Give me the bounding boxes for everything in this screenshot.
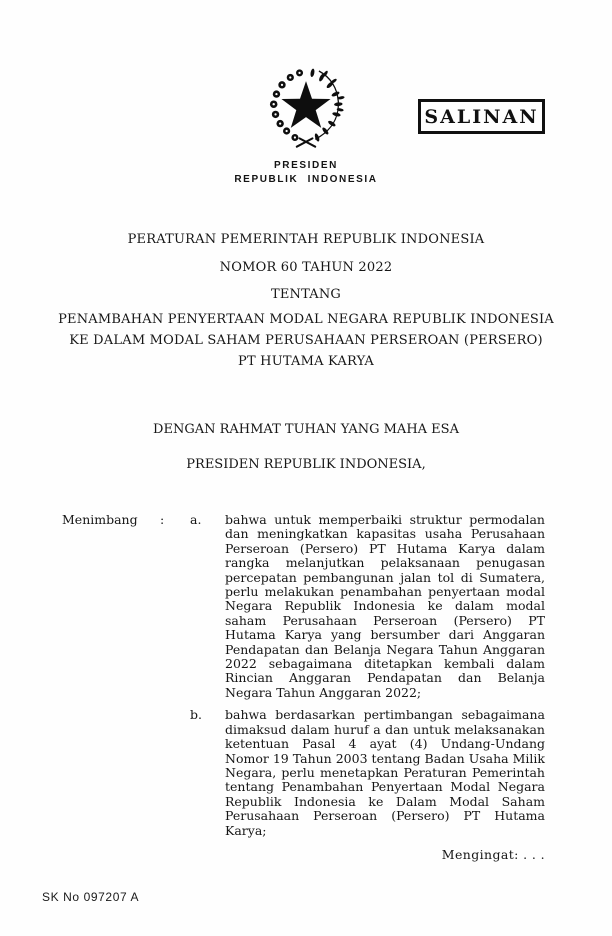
title-line-regulation: PERATURAN PEMERINTAH REPUBLIK INDONESIA <box>127 232 485 247</box>
item-a-marker: a. <box>190 512 202 527</box>
stem-cross-icon <box>297 138 315 146</box>
star-icon <box>281 81 330 128</box>
regulation-title <box>0 229 612 372</box>
considering-item-b <box>190 708 545 838</box>
invocation-line: DENGAN RAHMAT TUHAN YANG MAHA ESA <box>153 422 459 437</box>
authority-line: PRESIDEN REPUBLIK INDONESIA, <box>186 457 426 472</box>
menimbang-label: Menimbang <box>62 512 138 527</box>
mengingat-continuation: Mengingat: . . . <box>441 846 545 862</box>
title-line-subject-2: KE DALAM MODAL SAHAM PERUSAHAAN PERSEROAN (PERSERO) <box>69 333 543 348</box>
item-b-marker: b. <box>190 707 202 723</box>
title-line-number: NOMOR 60 TAHUN 2022 <box>219 260 393 275</box>
salinan-stamp <box>418 99 545 134</box>
menimbang-items <box>190 513 545 838</box>
menimbang-colon: : <box>160 512 165 527</box>
star-wreath-emblem-icon <box>258 63 354 151</box>
menimbang-section <box>0 513 612 838</box>
salinan-stamp-label: SALINAN <box>424 105 539 128</box>
title-line-subject-1: PENAMBAHAN PENYERTAAN MODAL NEGARA REPUBLIK INDONESIA <box>58 312 554 327</box>
item-b-text: bahwa berdasarkan pertimbangan sebagaimana dimaksud dalam huruf a dan untuk melaksanakan ketentuan Pasal 4 ayat (4) Undang-Undang Nomor 19 Tahun 2003 tentang Badan Usaha Milik Negara, perlu menetapkan Peraturan Pemerintah tentang Penambahan Penyertaan Modal Negara Republik Indonesia ke Dalam Modal Saham Perusahaan Perseroan (Persero) PT Hutama Karya; <box>225 707 545 838</box>
considering-item-a <box>190 513 545 700</box>
letterhead <box>0 160 612 185</box>
letterhead-presiden: PRESIDEN <box>274 160 338 171</box>
sk-number: SK No 097207 A <box>42 890 140 904</box>
letterhead-republik-indonesia: REPUBLIK INDONESIA <box>234 174 378 185</box>
item-a-text: bahwa untuk memperbaiki struktur permodalan dan meningkatkan kapasitas usaha Perusahaan Perseroan (Persero) PT Hutama Karya dalam rangka melanjutkan pelaksanaan penugasan percepatan pembangunan jalan tol di Sumatera, perlu melakukan penambahan penyertaan modal Negara Republik Indonesia ke dalam modal saham Perusahaan Perseroan (Persero) PT Hutama Karya yang bersumber dari Anggaran Pendapatan dan Belanja Negara Tahun Anggaran 2022 sebagaimana ditetapkan kembali dalam Rincian Anggaran Pendapatan dan Belanja Negara Tahun Anggaran 2022; <box>225 512 545 700</box>
title-line-subject-3: PT HUTAMA KARYA <box>238 354 374 369</box>
title-line-tentang: TENTANG <box>270 287 342 302</box>
